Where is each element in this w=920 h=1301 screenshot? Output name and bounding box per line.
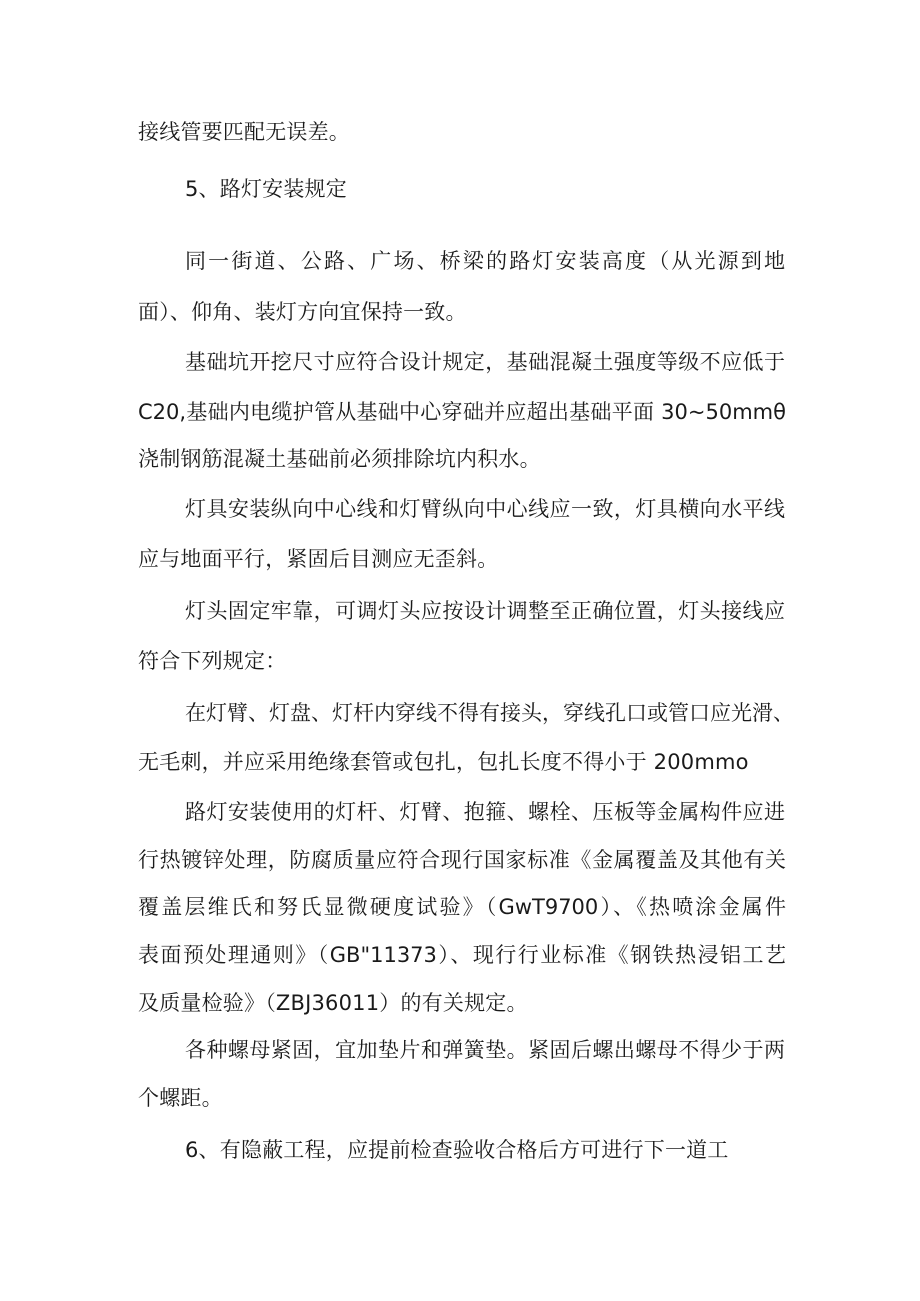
text-line-15: 行热镀锌处理，防腐质量应符合现行国家标准《金属覆盖及其他有关 [138,848,786,872]
text-line-1: 接线管要匹配无误差。 [138,120,350,144]
text-line-7: 浇制钢筋混凝土基础前必须排除坑内积水。 [138,447,541,471]
text-line-4: 面）、仰角、装灯方向宜保持一致。 [138,300,467,324]
text-line-16: 覆盖层维氏和努氏显微硬度试验》（GwT9700）、《热喷涂金属件 [138,895,786,919]
text-line-5: 基础坑开挖尺寸应符合设计规定，基础混凝土强度等级不应低于 [185,350,785,374]
text-line-17: 表面预处理通则》（GB"11373）、现行行业标准《钢铁热浸铝工艺 [138,943,786,967]
text-line-8: 灯具安装纵向中心线和灯臂纵向中心线应一致，灯具横向水平线 [185,497,785,521]
text-line-11: 符合下列规定： [138,649,287,673]
text-line-12: 在灯臂、灯盘、灯杆内穿线不得有接头，穿线孔口或管口应光滑、 [185,701,794,725]
section-heading-5: 5、路灯安装规定 [185,177,347,201]
text-line-19: 各种螺母紧固，宜加垫片和弹簧垫。紧固后螺出螺母不得少于两 [185,1038,785,1062]
section-heading-6: 6、有隐蔽工程，应提前检查验收合格后方可进行下一道工 [185,1138,729,1162]
text-line-9: 应与地面平行，紧固后目测应无歪斜。 [138,547,499,571]
text-line-10: 灯头固定牢靠，可调灯头应按设计调整至正确位置，灯头接线应 [185,599,785,623]
text-line-18: 及质量检验》（ZBJ36011）的有关规定。 [138,991,528,1015]
text-line-13: 无毛刺，并应采用绝缘套管或包扎，包扎长度不得小于 200mmo [138,750,749,774]
text-line-20: 个螺距。 [138,1086,223,1110]
text-line-14: 路灯安装使用的灯杆、灯臂、抱箍、螺栓、压板等金属构件应进 [185,800,785,824]
text-line-6: C20,基础内电缆护管从基础中心穿础并应超出基础平面 30~50mmθ [138,400,786,424]
text-line-3: 同一街道、公路、广场、桥梁的路灯安装高度（从光源到地 [185,249,785,273]
